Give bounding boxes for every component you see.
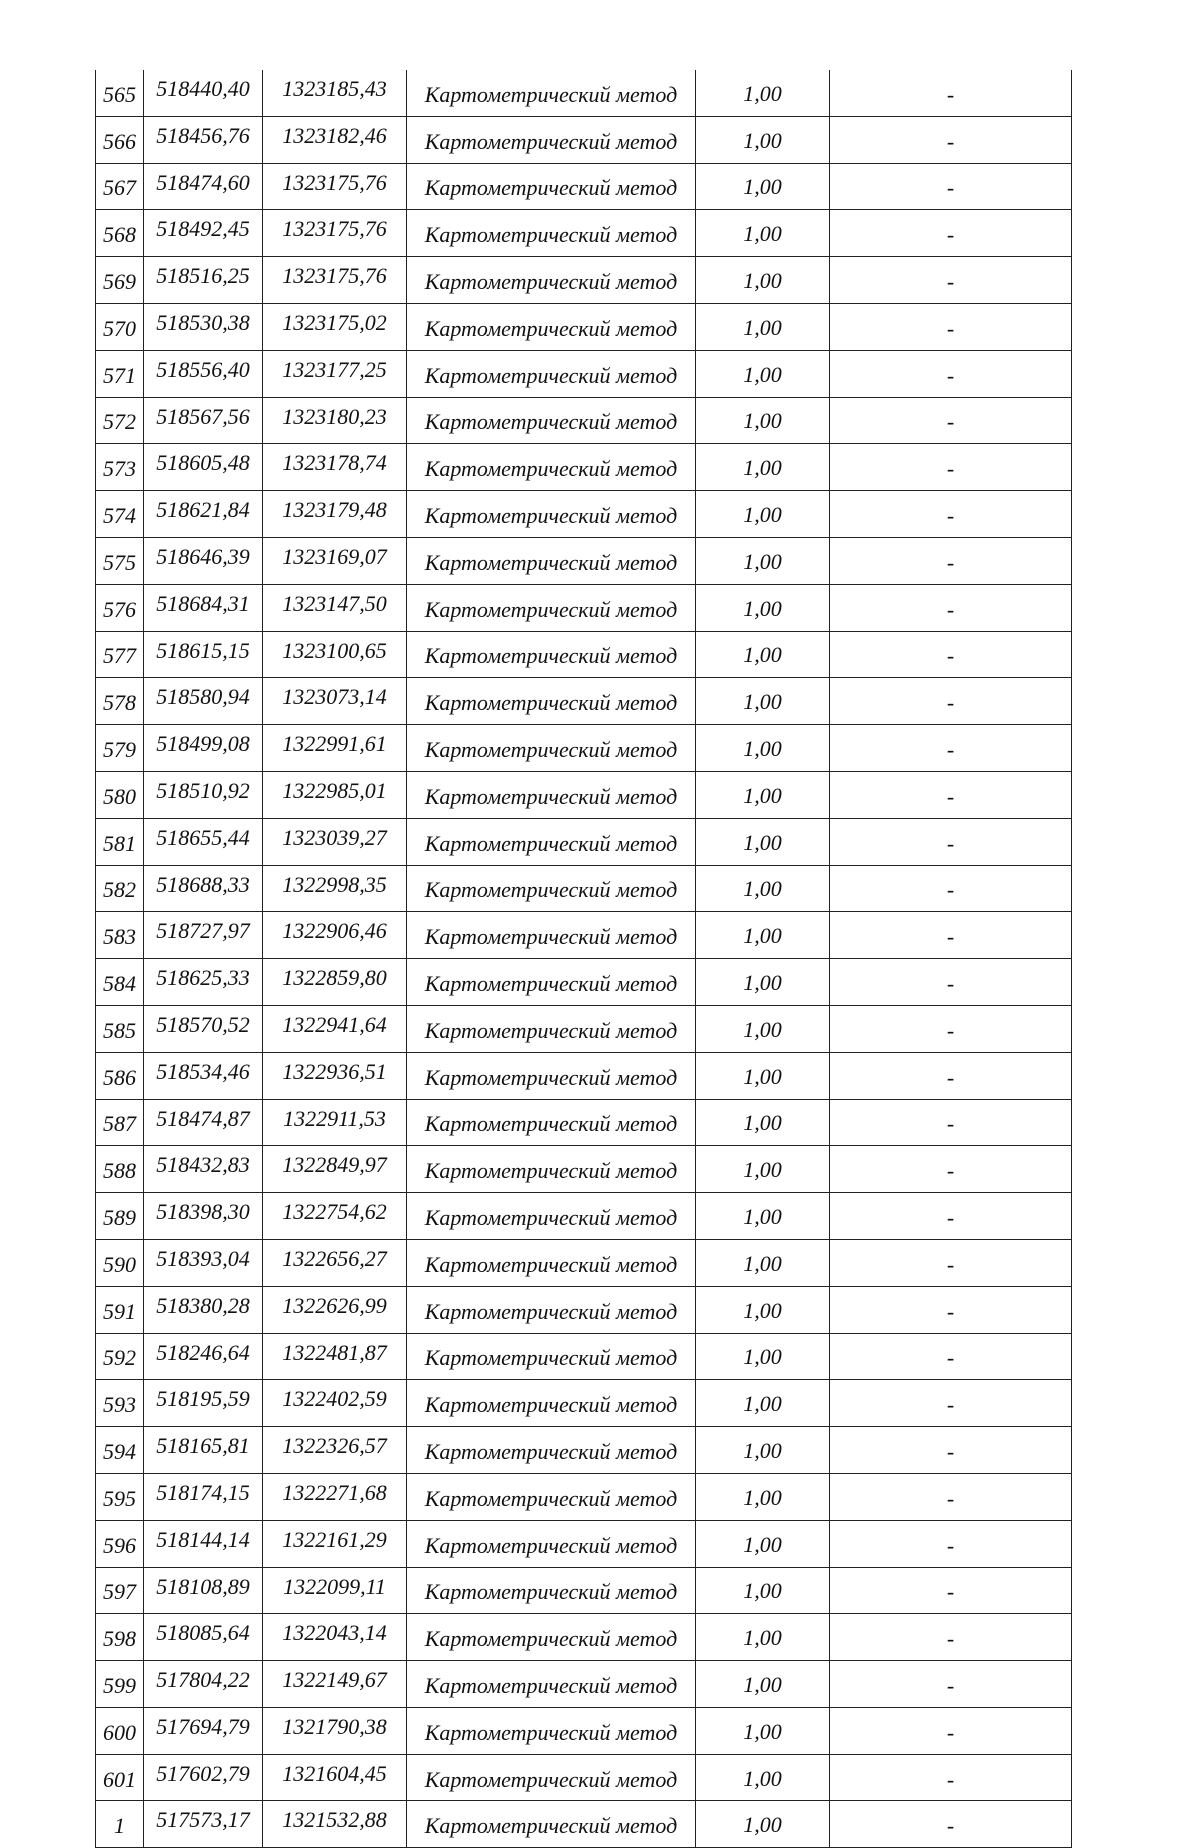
x-coordinate-cell: 518440,40	[144, 70, 263, 116]
method-cell: Картометрический метод	[407, 397, 696, 444]
y-coordinate-cell: 1323073,14	[263, 678, 407, 725]
accuracy-cell: 1,00	[696, 1333, 830, 1380]
method-cell: Картометрический метод	[407, 303, 696, 350]
method-cell: Картометрический метод	[407, 725, 696, 772]
method-cell: Картометрический метод	[407, 1614, 696, 1661]
y-coordinate-cell: 1323180,23	[263, 397, 407, 444]
method-cell: Картометрический метод	[407, 865, 696, 912]
accuracy-cell: 1,00	[696, 1052, 830, 1099]
table-row	[96, 163, 1072, 210]
point-number-cell: 597	[96, 1567, 144, 1614]
accuracy-cell: 1,00	[696, 257, 830, 304]
note-cell: -	[830, 1286, 1072, 1333]
point-number-cell: 589	[96, 1193, 144, 1240]
note-cell: -	[830, 1473, 1072, 1520]
accuracy-cell: 1,00	[696, 1146, 830, 1193]
point-number-cell: 577	[96, 631, 144, 678]
y-coordinate-cell: 1322754,62	[263, 1193, 407, 1240]
table-row	[96, 959, 1072, 1006]
y-coordinate-cell: 1323039,27	[263, 818, 407, 865]
x-coordinate-cell: 518398,30	[144, 1193, 263, 1240]
x-coordinate-cell: 518516,25	[144, 257, 263, 304]
y-coordinate-cell: 1323147,50	[263, 584, 407, 631]
method-cell: Картометрический метод	[407, 959, 696, 1006]
note-cell: -	[830, 678, 1072, 725]
x-coordinate-cell: 517694,79	[144, 1707, 263, 1754]
y-coordinate-cell: 1322991,61	[263, 725, 407, 772]
note-cell: -	[830, 818, 1072, 865]
point-number-cell: 573	[96, 444, 144, 491]
accuracy-cell: 1,00	[696, 350, 830, 397]
method-cell: Картометрический метод	[407, 350, 696, 397]
point-number-cell: 569	[96, 257, 144, 304]
method-cell: Картометрический метод	[407, 1286, 696, 1333]
note-cell: -	[830, 1801, 1072, 1848]
x-coordinate-cell: 517804,22	[144, 1661, 263, 1708]
table-row	[96, 584, 1072, 631]
method-cell: Картометрический метод	[407, 537, 696, 584]
accuracy-cell: 1,00	[696, 116, 830, 163]
method-cell: Картометрический метод	[407, 1146, 696, 1193]
method-cell: Картометрический метод	[407, 1239, 696, 1286]
y-coordinate-cell: 1322481,87	[263, 1333, 407, 1380]
table-row	[96, 1473, 1072, 1520]
y-coordinate-cell: 1322326,57	[263, 1427, 407, 1474]
method-cell: Картометрический метод	[407, 1005, 696, 1052]
method-cell: Картометрический метод	[407, 1052, 696, 1099]
x-coordinate-cell: 518499,08	[144, 725, 263, 772]
point-number-cell: 579	[96, 725, 144, 772]
note-cell: -	[830, 350, 1072, 397]
x-coordinate-cell: 518246,64	[144, 1333, 263, 1380]
note-cell: -	[830, 771, 1072, 818]
y-coordinate-cell: 1321532,88	[263, 1801, 407, 1848]
note-cell: -	[830, 444, 1072, 491]
accuracy-cell: 1,00	[696, 444, 830, 491]
table-row	[96, 865, 1072, 912]
note-cell: -	[830, 1333, 1072, 1380]
method-cell: Картометрический метод	[407, 1754, 696, 1801]
point-number-cell: 568	[96, 210, 144, 257]
accuracy-cell: 1,00	[696, 678, 830, 725]
y-coordinate-cell: 1323185,43	[263, 70, 407, 116]
point-number-cell: 587	[96, 1099, 144, 1146]
method-cell: Картометрический метод	[407, 631, 696, 678]
table-row	[96, 1614, 1072, 1661]
accuracy-cell: 1,00	[696, 163, 830, 210]
note-cell: -	[830, 163, 1072, 210]
method-cell: Картометрический метод	[407, 1801, 696, 1848]
y-coordinate-cell: 1322402,59	[263, 1380, 407, 1427]
note-cell: -	[830, 1005, 1072, 1052]
x-coordinate-cell: 518621,84	[144, 491, 263, 538]
x-coordinate-cell: 518570,52	[144, 1005, 263, 1052]
y-coordinate-cell: 1322161,29	[263, 1520, 407, 1567]
y-coordinate-cell: 1323175,02	[263, 303, 407, 350]
table-row	[96, 1567, 1072, 1614]
x-coordinate-cell: 518580,94	[144, 678, 263, 725]
accuracy-cell: 1,00	[696, 1193, 830, 1240]
method-cell: Картометрический метод	[407, 491, 696, 538]
point-number-cell: 598	[96, 1614, 144, 1661]
y-coordinate-cell: 1322656,27	[263, 1239, 407, 1286]
y-coordinate-cell: 1323177,25	[263, 350, 407, 397]
table-row	[96, 210, 1072, 257]
point-number-cell: 580	[96, 771, 144, 818]
table-row	[96, 537, 1072, 584]
y-coordinate-cell: 1323100,65	[263, 631, 407, 678]
accuracy-cell: 1,00	[696, 1380, 830, 1427]
table-row	[96, 1520, 1072, 1567]
note-cell: -	[830, 725, 1072, 772]
table-row	[96, 631, 1072, 678]
y-coordinate-cell: 1322043,14	[263, 1614, 407, 1661]
accuracy-cell: 1,00	[696, 210, 830, 257]
accuracy-cell: 1,00	[696, 1520, 830, 1567]
x-coordinate-cell: 518456,76	[144, 116, 263, 163]
method-cell: Картометрический метод	[407, 1520, 696, 1567]
note-cell: -	[830, 537, 1072, 584]
point-number-cell: 585	[96, 1005, 144, 1052]
note-cell: -	[830, 1567, 1072, 1614]
note-cell: -	[830, 912, 1072, 959]
point-number-cell: 582	[96, 865, 144, 912]
point-number-cell: 594	[96, 1427, 144, 1474]
accuracy-cell: 1,00	[696, 1099, 830, 1146]
y-coordinate-cell: 1321790,38	[263, 1707, 407, 1754]
table-row	[96, 1427, 1072, 1474]
y-coordinate-cell: 1322911,53	[263, 1099, 407, 1146]
note-cell: -	[830, 1146, 1072, 1193]
accuracy-cell: 1,00	[696, 303, 830, 350]
table-row	[96, 70, 1072, 116]
accuracy-cell: 1,00	[696, 1661, 830, 1708]
table-row	[96, 1707, 1072, 1754]
note-cell: -	[830, 70, 1072, 116]
point-number-cell: 599	[96, 1661, 144, 1708]
x-coordinate-cell: 518108,89	[144, 1567, 263, 1614]
note-cell: -	[830, 210, 1072, 257]
table-row	[96, 1286, 1072, 1333]
note-cell: -	[830, 865, 1072, 912]
x-coordinate-cell: 518510,92	[144, 771, 263, 818]
table-row	[96, 771, 1072, 818]
x-coordinate-cell: 518684,31	[144, 584, 263, 631]
note-cell: -	[830, 1520, 1072, 1567]
note-cell: -	[830, 584, 1072, 631]
y-coordinate-cell: 1323179,48	[263, 491, 407, 538]
accuracy-cell: 1,00	[696, 1754, 830, 1801]
point-number-cell: 588	[96, 1146, 144, 1193]
point-number-cell: 581	[96, 818, 144, 865]
point-number-cell: 574	[96, 491, 144, 538]
note-cell: -	[830, 1239, 1072, 1286]
accuracy-cell: 1,00	[696, 397, 830, 444]
y-coordinate-cell: 1322985,01	[263, 771, 407, 818]
table-row	[96, 444, 1072, 491]
x-coordinate-cell: 518625,33	[144, 959, 263, 1006]
note-cell: -	[830, 631, 1072, 678]
y-coordinate-cell: 1322859,80	[263, 959, 407, 1006]
x-coordinate-cell: 518144,14	[144, 1520, 263, 1567]
table-row	[96, 303, 1072, 350]
method-cell: Картометрический метод	[407, 678, 696, 725]
table-row	[96, 912, 1072, 959]
y-coordinate-cell: 1322998,35	[263, 865, 407, 912]
method-cell: Картометрический метод	[407, 1099, 696, 1146]
accuracy-cell: 1,00	[696, 1614, 830, 1661]
note-cell: -	[830, 1193, 1072, 1240]
note-cell: -	[830, 959, 1072, 1006]
x-coordinate-cell: 518556,40	[144, 350, 263, 397]
accuracy-cell: 1,00	[696, 725, 830, 772]
y-coordinate-cell: 1323175,76	[263, 210, 407, 257]
method-cell: Картометрический метод	[407, 1193, 696, 1240]
x-coordinate-cell: 518688,33	[144, 865, 263, 912]
note-cell: -	[830, 1754, 1072, 1801]
y-coordinate-cell: 1323178,74	[263, 444, 407, 491]
y-coordinate-cell: 1322906,46	[263, 912, 407, 959]
accuracy-cell: 1,00	[696, 631, 830, 678]
table-row	[96, 1146, 1072, 1193]
accuracy-cell: 1,00	[696, 912, 830, 959]
method-cell: Картометрический метод	[407, 1661, 696, 1708]
table-row	[96, 257, 1072, 304]
method-cell: Картометрический метод	[407, 818, 696, 865]
note-cell: -	[830, 1052, 1072, 1099]
table-row	[96, 116, 1072, 163]
method-cell: Картометрический метод	[407, 257, 696, 304]
point-number-cell: 566	[96, 116, 144, 163]
accuracy-cell: 1,00	[696, 771, 830, 818]
x-coordinate-cell: 518534,46	[144, 1052, 263, 1099]
table-row	[96, 491, 1072, 538]
note-cell: -	[830, 1707, 1072, 1754]
method-cell: Картометрический метод	[407, 1473, 696, 1520]
table-row	[96, 725, 1072, 772]
method-cell: Картометрический метод	[407, 70, 696, 116]
note-cell: -	[830, 1614, 1072, 1661]
x-coordinate-cell: 518174,15	[144, 1473, 263, 1520]
y-coordinate-cell: 1322149,67	[263, 1661, 407, 1708]
method-cell: Картометрический метод	[407, 116, 696, 163]
x-coordinate-cell: 518605,48	[144, 444, 263, 491]
method-cell: Картометрический метод	[407, 584, 696, 631]
method-cell: Картометрический метод	[407, 163, 696, 210]
point-number-cell: 595	[96, 1473, 144, 1520]
x-coordinate-cell: 518567,56	[144, 397, 263, 444]
y-coordinate-cell: 1323175,76	[263, 163, 407, 210]
coordinates-table	[95, 70, 1072, 1848]
point-number-cell: 601	[96, 1754, 144, 1801]
method-cell: Картометрический метод	[407, 1427, 696, 1474]
accuracy-cell: 1,00	[696, 537, 830, 584]
y-coordinate-cell: 1322626,99	[263, 1286, 407, 1333]
x-coordinate-cell: 518615,15	[144, 631, 263, 678]
point-number-cell: 584	[96, 959, 144, 1006]
x-coordinate-cell: 518165,81	[144, 1427, 263, 1474]
coordinates-table-body	[96, 70, 1072, 1848]
method-cell: Картометрический метод	[407, 912, 696, 959]
point-number-cell: 593	[96, 1380, 144, 1427]
x-coordinate-cell: 518492,45	[144, 210, 263, 257]
note-cell: -	[830, 1099, 1072, 1146]
x-coordinate-cell: 518195,59	[144, 1380, 263, 1427]
point-number-cell: 572	[96, 397, 144, 444]
table-row	[96, 1754, 1072, 1801]
accuracy-cell: 1,00	[696, 1567, 830, 1614]
point-number-cell: 578	[96, 678, 144, 725]
method-cell: Картометрический метод	[407, 210, 696, 257]
x-coordinate-cell: 518393,04	[144, 1239, 263, 1286]
table-row	[96, 678, 1072, 725]
method-cell: Картометрический метод	[407, 1567, 696, 1614]
accuracy-cell: 1,00	[696, 70, 830, 116]
accuracy-cell: 1,00	[696, 1473, 830, 1520]
y-coordinate-cell: 1322271,68	[263, 1473, 407, 1520]
x-coordinate-cell: 518530,38	[144, 303, 263, 350]
note-cell: -	[830, 116, 1072, 163]
x-coordinate-cell: 518432,83	[144, 1146, 263, 1193]
x-coordinate-cell: 517602,79	[144, 1754, 263, 1801]
y-coordinate-cell: 1323182,46	[263, 116, 407, 163]
method-cell: Картометрический метод	[407, 1707, 696, 1754]
x-coordinate-cell: 518380,28	[144, 1286, 263, 1333]
point-number-cell: 567	[96, 163, 144, 210]
table-row	[96, 350, 1072, 397]
table-row	[96, 1380, 1072, 1427]
method-cell: Картометрический метод	[407, 1380, 696, 1427]
x-coordinate-cell: 518655,44	[144, 818, 263, 865]
point-number-cell: 596	[96, 1520, 144, 1567]
accuracy-cell: 1,00	[696, 1707, 830, 1754]
x-coordinate-cell: 518727,97	[144, 912, 263, 959]
table-row	[96, 1052, 1072, 1099]
table-row	[96, 818, 1072, 865]
point-number-cell: 592	[96, 1333, 144, 1380]
note-cell: -	[830, 257, 1072, 304]
point-number-cell: 570	[96, 303, 144, 350]
point-number-cell: 571	[96, 350, 144, 397]
table-row	[96, 1005, 1072, 1052]
accuracy-cell: 1,00	[696, 1427, 830, 1474]
table-row	[96, 1239, 1072, 1286]
point-number-cell: 1	[96, 1801, 144, 1848]
table-row	[96, 1099, 1072, 1146]
accuracy-cell: 1,00	[696, 491, 830, 538]
accuracy-cell: 1,00	[696, 818, 830, 865]
accuracy-cell: 1,00	[696, 865, 830, 912]
point-number-cell: 591	[96, 1286, 144, 1333]
accuracy-cell: 1,00	[696, 1801, 830, 1848]
x-coordinate-cell: 518474,87	[144, 1099, 263, 1146]
note-cell: -	[830, 1661, 1072, 1708]
y-coordinate-cell: 1321604,45	[263, 1754, 407, 1801]
table-row	[96, 1801, 1072, 1848]
note-cell: -	[830, 1427, 1072, 1474]
y-coordinate-cell: 1322849,97	[263, 1146, 407, 1193]
note-cell: -	[830, 397, 1072, 444]
table-row	[96, 1333, 1072, 1380]
y-coordinate-cell: 1323169,07	[263, 537, 407, 584]
note-cell: -	[830, 1380, 1072, 1427]
accuracy-cell: 1,00	[696, 584, 830, 631]
y-coordinate-cell: 1322941,64	[263, 1005, 407, 1052]
x-coordinate-cell: 518474,60	[144, 163, 263, 210]
x-coordinate-cell: 518646,39	[144, 537, 263, 584]
accuracy-cell: 1,00	[696, 1005, 830, 1052]
note-cell: -	[830, 491, 1072, 538]
y-coordinate-cell: 1322099,11	[263, 1567, 407, 1614]
table-row	[96, 397, 1072, 444]
method-cell: Картометрический метод	[407, 444, 696, 491]
accuracy-cell: 1,00	[696, 1286, 830, 1333]
point-number-cell: 576	[96, 584, 144, 631]
table-row	[96, 1193, 1072, 1240]
x-coordinate-cell: 518085,64	[144, 1614, 263, 1661]
table-row	[96, 1661, 1072, 1708]
point-number-cell: 600	[96, 1707, 144, 1754]
accuracy-cell: 1,00	[696, 959, 830, 1006]
method-cell: Картометрический метод	[407, 771, 696, 818]
point-number-cell: 583	[96, 912, 144, 959]
point-number-cell: 590	[96, 1239, 144, 1286]
accuracy-cell: 1,00	[696, 1239, 830, 1286]
point-number-cell: 575	[96, 537, 144, 584]
method-cell: Картометрический метод	[407, 1333, 696, 1380]
y-coordinate-cell: 1323175,76	[263, 257, 407, 304]
y-coordinate-cell: 1322936,51	[263, 1052, 407, 1099]
point-number-cell: 586	[96, 1052, 144, 1099]
point-number-cell: 565	[96, 70, 144, 116]
note-cell: -	[830, 303, 1072, 350]
x-coordinate-cell: 517573,17	[144, 1801, 263, 1848]
